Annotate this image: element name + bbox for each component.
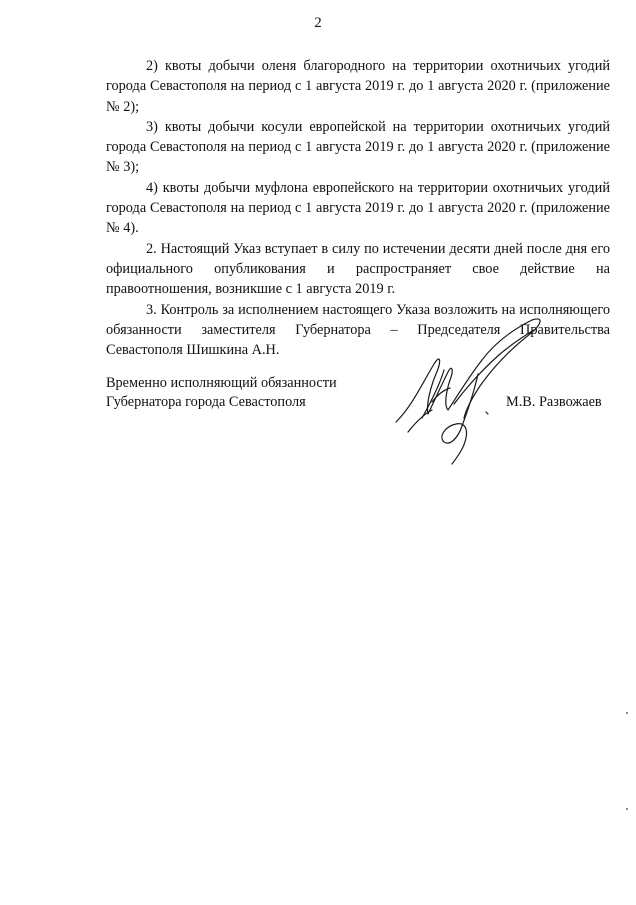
paragraph-control: 3. Контроль за исполнением настоящего Указа возложить на исполняющего обязанности заместителя Губернатора – Председателя Правительства Севастополя Шишкина А.Н. bbox=[106, 301, 610, 359]
signer-name: М.В. Развожаев bbox=[506, 394, 602, 410]
signer-title-line2: Губернатора города Севастополя bbox=[106, 394, 306, 410]
scan-artifact bbox=[626, 808, 628, 810]
paragraph-mouflon-quota: 4) квоты добычи муфлона европейского на территории охотничьих угодий города Севастополя на период с 1 августа 2019 г. до 1 августа 2020 г. (приложение № 4). bbox=[106, 179, 610, 237]
page-number: 2 bbox=[314, 15, 322, 31]
paragraph-effective-date: 2. Настоящий Указ вступает в силу по истечении десяти дней после дня его официального опубликования и распространяет свое действие на правоотношения, возникшие с 1 августа 2019 г. bbox=[106, 240, 610, 298]
paragraph-roe-quota: 3) квоты добычи косули европейской на территории охотничьих угодий города Севастополя на период с 1 августа 2019 г. до 1 августа 2020 г. (приложение № 3); bbox=[106, 118, 610, 176]
signer-title-line1: Временно исполняющий обязанности bbox=[106, 375, 337, 391]
signer-title bbox=[106, 374, 337, 412]
scan-artifact bbox=[626, 712, 628, 714]
paragraph-deer-quota: 2) квоты добычи оленя благородного на территории охотничьих угодий города Севастополя на период с 1 августа 2019 г. до 1 августа 2020 г. (приложение № 2); bbox=[106, 58, 610, 115]
handwritten-signature bbox=[382, 314, 552, 470]
